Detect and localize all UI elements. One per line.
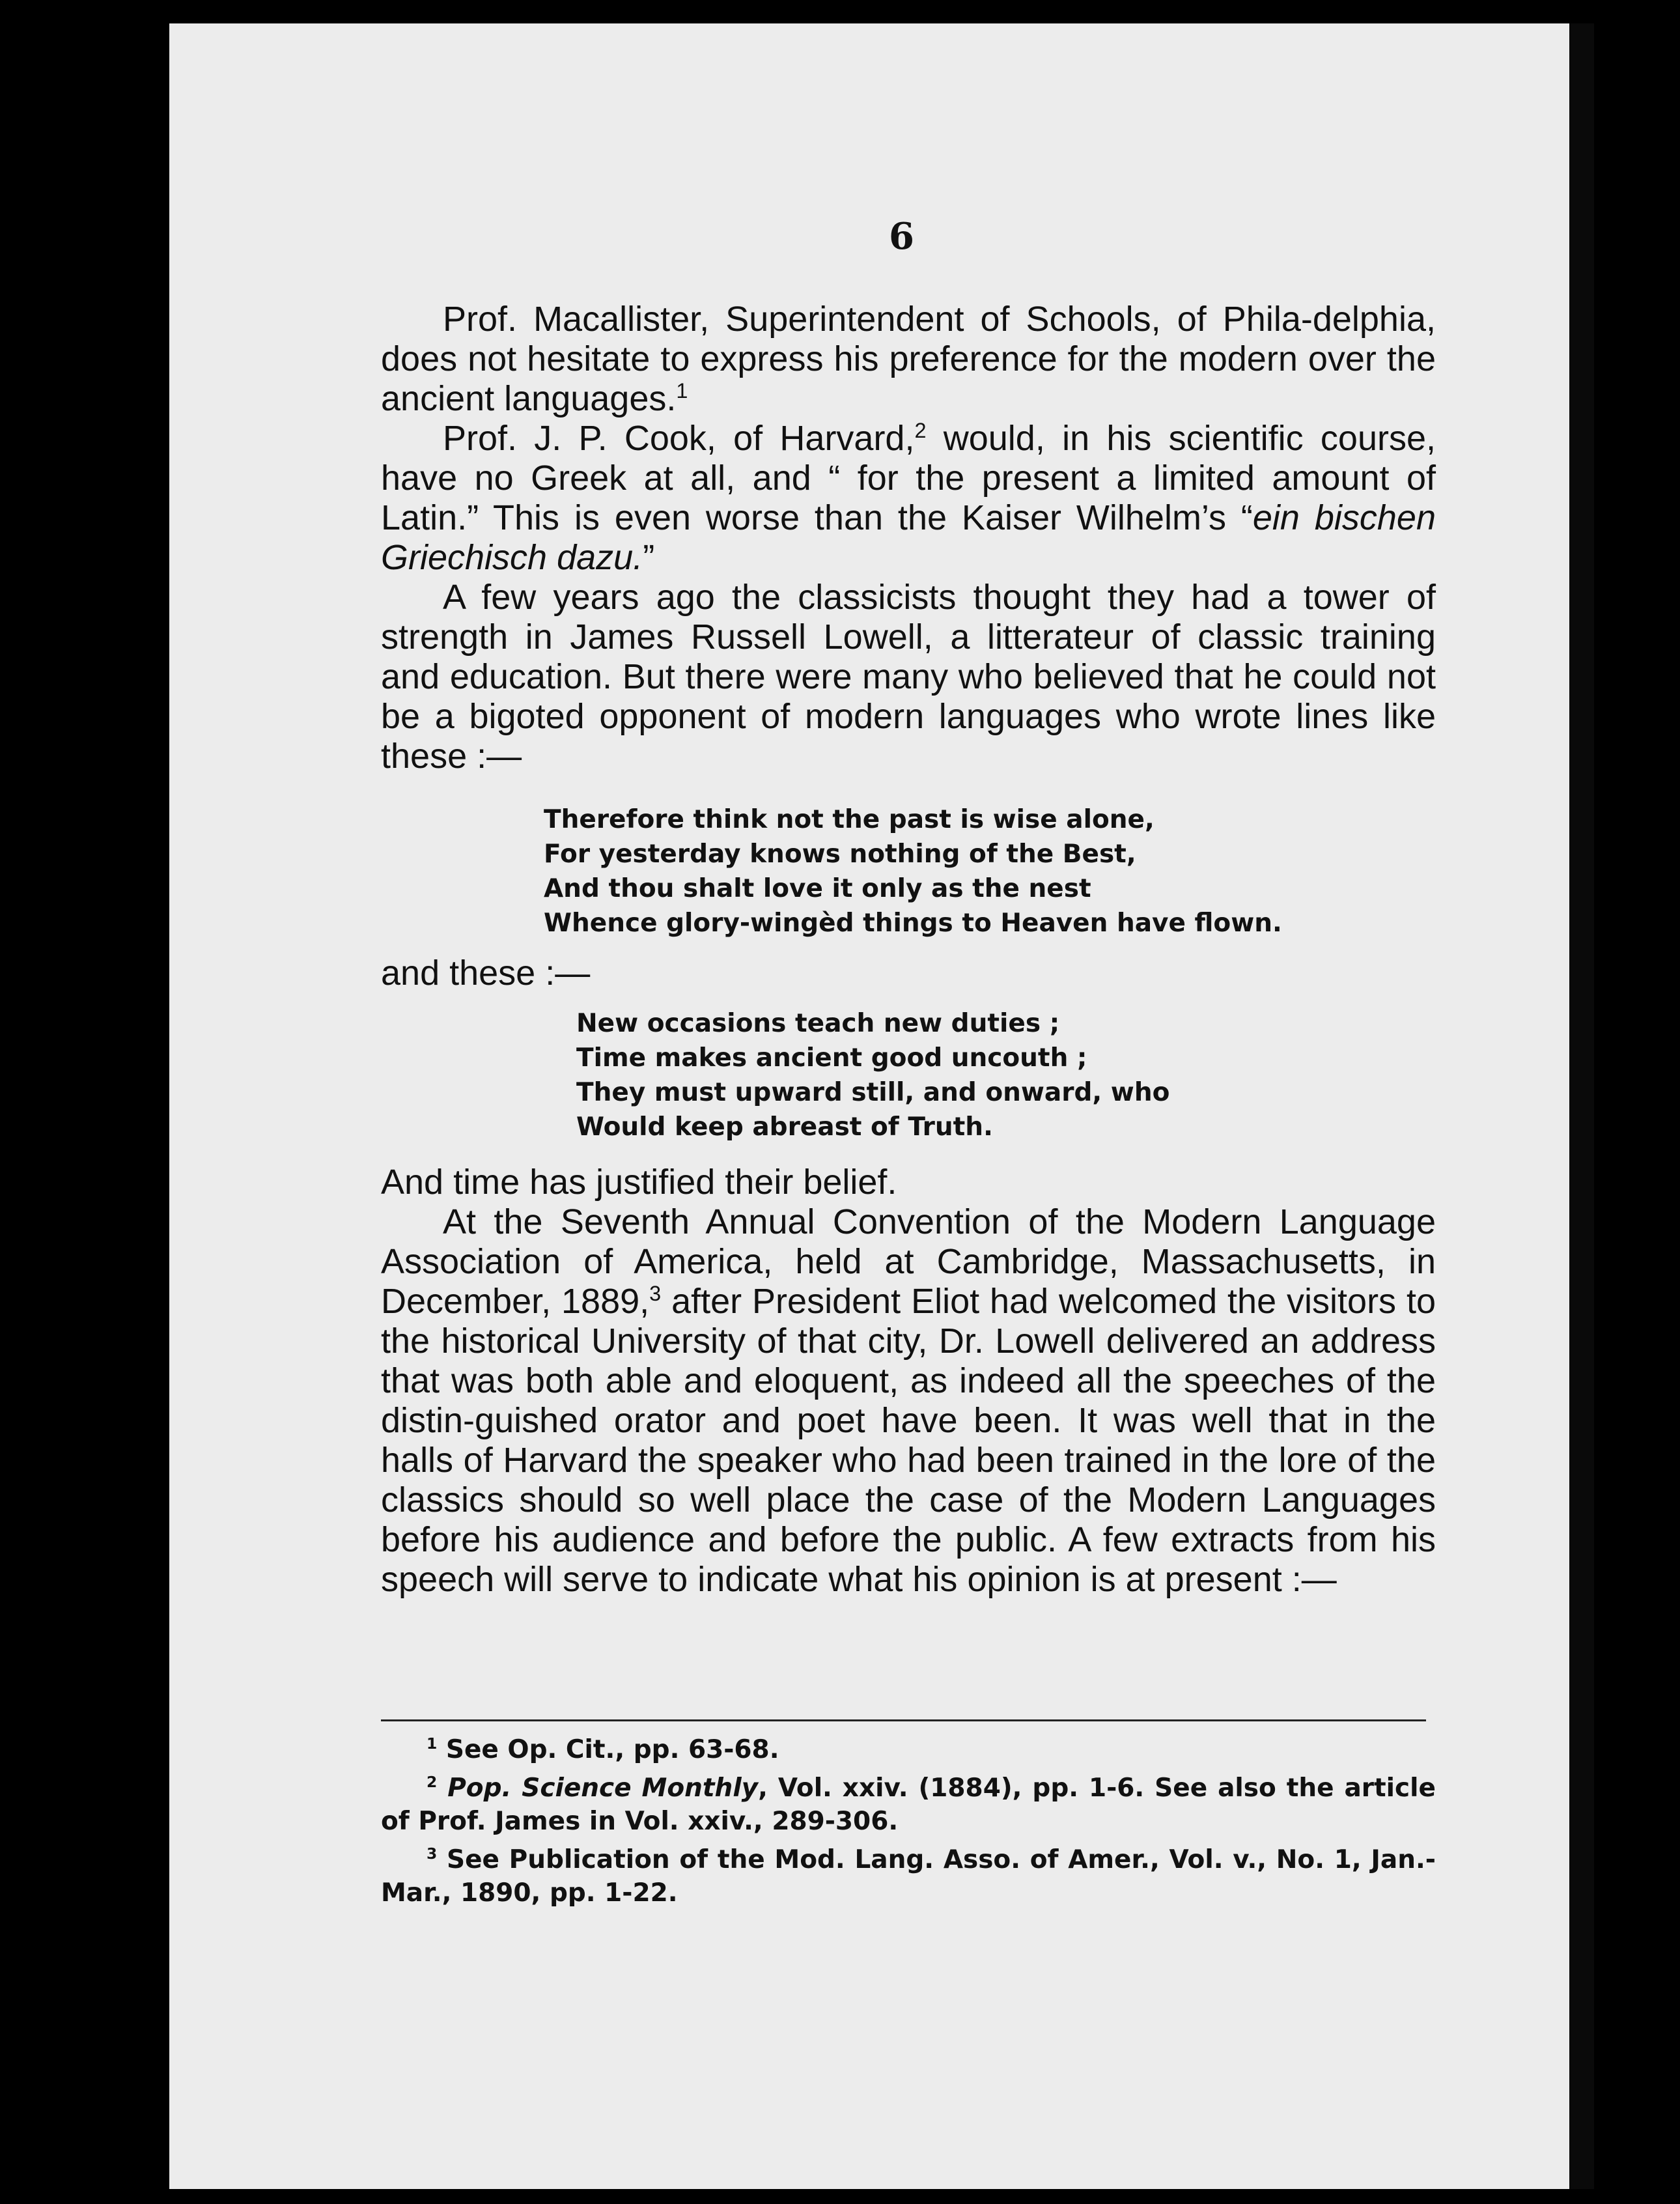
closing-quote: ” bbox=[643, 538, 655, 577]
poem-line: For yesterday knows nothing of the Best, bbox=[544, 840, 1136, 869]
poem-line: Would keep abreast of Truth. bbox=[576, 1112, 993, 1142]
poem-excerpt-1 bbox=[544, 802, 1436, 940]
paragraph-belief: And time has justified their belief. bbox=[381, 1163, 897, 1202]
footnote-ref-2: 2 bbox=[914, 419, 927, 442]
poem-line: New occasions teach new duties ; bbox=[576, 1009, 1060, 1038]
german-quote: ein bischen Griechisch dazu. bbox=[381, 498, 1436, 577]
footnote-journal: Pop. Science Monthly bbox=[447, 1773, 759, 1803]
and-these: and these :— bbox=[381, 954, 591, 993]
footnote-divider bbox=[381, 1719, 1426, 1721]
poem-line: They must upward still, and onward, who bbox=[576, 1078, 1170, 1107]
paragraph-cook bbox=[381, 419, 1436, 578]
footnote-text: , Vol. xxiv. (1884), pp. 1-6. See also the article of Prof. James in Vol. xxiv., 289-306. bbox=[381, 1773, 1436, 1836]
footnote-marker: 3 bbox=[427, 1844, 438, 1863]
footnote-text: See Op. Cit., pp. 63-68. bbox=[445, 1735, 779, 1764]
paragraph-text: At the Seventh Annual Convention of the Modern Language Association of America, held at Cambridge, Massachusetts, in December, 1889, bbox=[381, 1202, 1436, 1321]
scan-border bbox=[1569, 23, 1594, 2189]
poem-line: Time makes ancient good uncouth ; bbox=[576, 1043, 1087, 1073]
footnote-marker: 2 bbox=[427, 1773, 438, 1791]
page-number: 6 bbox=[889, 215, 914, 258]
footnote-1 bbox=[381, 1733, 1436, 1766]
poem-line: And thou shalt love it only as the nest bbox=[544, 874, 1091, 903]
footnote-ref-1: 1 bbox=[676, 379, 688, 403]
paragraph-text: Prof. Macallister, Superintendent of Schools, of Phila-delphia, does not hesitate to express his preference for the modern over the ancient languages. bbox=[381, 300, 1436, 418]
footnotes bbox=[381, 1719, 1436, 1915]
footnote-2 bbox=[381, 1772, 1436, 1838]
poem-line: Whence glory-wingèd things to Heaven have flown. bbox=[544, 909, 1282, 938]
paragraph-text: would, in his scientific course, have no Greek at all, and “ for the present a limited amount of Latin.” This is even worse than the Kaiser Wilhelm’s “ bbox=[381, 419, 1436, 537]
poem-excerpt-2 bbox=[576, 1006, 1436, 1144]
main-text bbox=[381, 300, 1436, 1600]
paragraph-lowell: A few years ago the classicists thought they had a tower of strength in James Russell Lowell, a litterateur of classic training and education. But there were many who believed that he could not be a bigoted opponent of modern languages who wrote lines like these :— bbox=[381, 578, 1436, 776]
paragraph-macallister bbox=[381, 300, 1436, 419]
paragraph-text: Prof. J. P. Cook, of Harvard, bbox=[443, 419, 915, 458]
footnote-text: See Publication of the Mod. Lang. Asso. of Amer., Vol. v., No. 1, Jan.-Mar., 1890, pp. 1-22. bbox=[381, 1845, 1436, 1908]
poem-line: Therefore think not the past is wise alone, bbox=[544, 805, 1155, 834]
paragraph-convention bbox=[381, 1202, 1436, 1600]
paragraph-text: after President Eliot had welcomed the visitors to the historical University of that city, Dr. Lowell delivered an address that was both able and eloquent, as indeed all the speeches of the distin-guished orator and poet have been. It was well that in the halls of Harvard the speaker who had been trained in the lore of the classics should so well place the case of the Modern Languages before his audience and before the public. A few extracts from his speech will serve to indicate what his opinion is at present :— bbox=[381, 1282, 1436, 1599]
footnote-ref-3: 3 bbox=[649, 1282, 662, 1305]
footnote-3 bbox=[381, 1843, 1436, 1910]
footnote-marker: 1 bbox=[427, 1734, 438, 1753]
